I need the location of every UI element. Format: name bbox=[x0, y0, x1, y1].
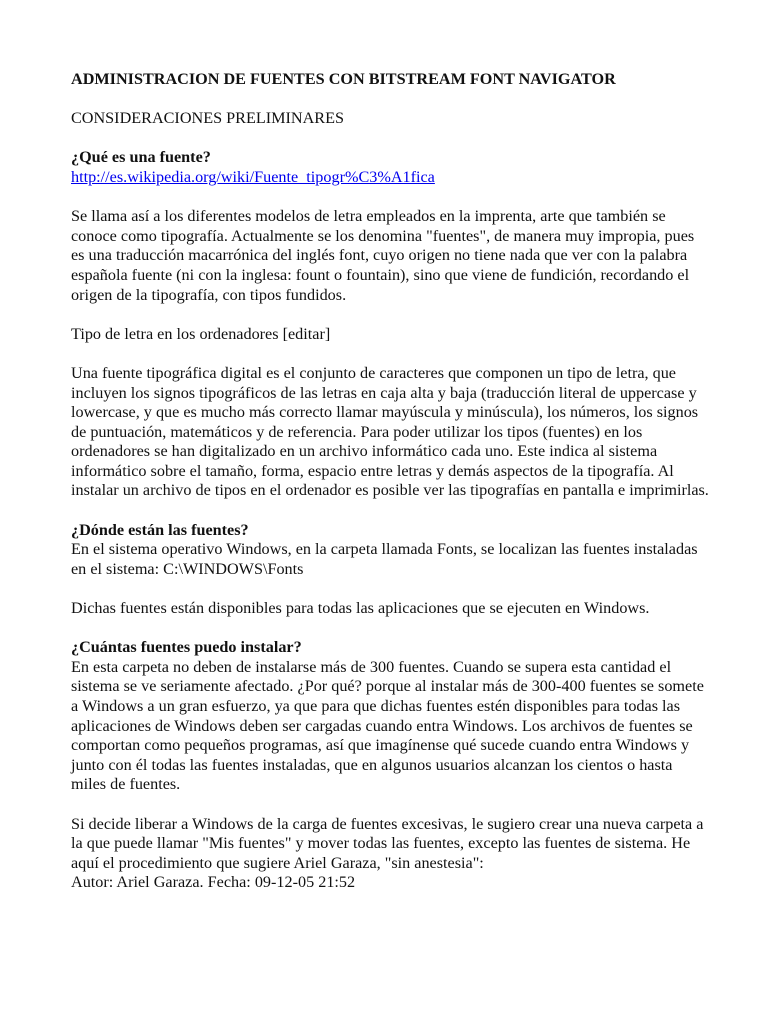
section-heading-preliminary: CONSIDERACIONES PRELIMINARES bbox=[71, 109, 344, 128]
document-body bbox=[71, 70, 711, 913]
question-what-is-font: ¿Qué es una fuente? bbox=[71, 148, 211, 167]
question-block-3 bbox=[71, 638, 711, 795]
question-block-1 bbox=[71, 148, 711, 187]
document-title: ADMINISTRACION DE FUENTES CON BITSTREAM FONT NAVIGATOR bbox=[71, 70, 616, 88]
paragraph-digital-font: Una fuente tipográfica digital es el conjunto de caracteres que componen un tipo de letra, que incluyen los signos tipográficos de las letras en caja alta y baja (traducción literal de uppercase y lowercase, y que es mucho más correcto llamar mayúscula y minúscula), los números, los signos de puntuación, matemáticos y de referencia. Para poder utilizar los tipos (fuentes) en los ordenadores se han digitalizado en un archivo informático cada uno. Este indica al sistema informático sobre el tamaño, forma, espacio entre letras y demás aspectos de la tipografía. Al instalar un archivo de tipos en el ordenador es posible ver las tipografías en pantalla e imprimirlas. bbox=[71, 363, 709, 500]
author-line: Autor: Ariel Garaza. Fecha: 09-12-05 21:52 bbox=[71, 873, 356, 892]
paragraph-definition: Se llama así a los diferentes modelos de letra empleados en la imprenta, arte que también se conoce como tipografía. Actualmente se los denomina "fuentes", de manera muy impropia, pues es una traducción macarrónica del inglés font, cuyo origen no tiene nada que ver con la palabra española fuente (ni con la inglesa: fount o fountain), sino que viene de fundición, recordando el origen de la tipografía, con tipos fundidos. bbox=[71, 207, 695, 304]
paragraph-fonts-location: En el sistema operativo Windows, en la carpeta llamada Fonts, se localizan las fuentes instaladas en el sistema: C:\WINDOWS\Fonts bbox=[71, 540, 698, 578]
question-block-4 bbox=[71, 815, 711, 893]
wikipedia-link[interactable]: http://es.wikipedia.org/wiki/Fuente_tipogr%C3%A1fica bbox=[71, 167, 435, 186]
question-block-2 bbox=[71, 521, 711, 580]
question-how-many: ¿Cuántas fuentes puedo instalar? bbox=[71, 638, 302, 657]
paragraph-free-windows: Si decide liberar a Windows de la carga de fuentes excesivas, le sugiero crear una nueva carpeta a la que puede llamar "Mis fuentes" y mover todas las fuentes, excepto las fuentes de sistema. He aquí el procedimiento que sugiere Ariel Garaza, "sin anestesia": bbox=[71, 814, 704, 872]
section-heading-computers: Tipo de letra en los ordenadores [editar] bbox=[71, 324, 331, 343]
paragraph-fonts-available: Dichas fuentes están disponibles para todas las aplicaciones que se ejecuten en Windows. bbox=[71, 599, 650, 618]
question-where-fonts: ¿Dónde están las fuentes? bbox=[71, 520, 249, 539]
paragraph-font-limit: En esta carpeta no deben de instalarse más de 300 fuentes. Cuando se supera esta cantidad el sistema se ve seriamente afectado. ¿Por qué? porque al instalar más de 300-400 fuentes se somete a Windows a un gran esfuerzo, ya que para que dichas fuentes estén disponibles para todas las aplicaciones de Windows deben ser cargadas cuando entra Windows. Los archivos de fuentes se comportan como pequeños programas, así que imagínense qué sucede cuando entra Windows y junto con él todas las fuentes instaladas, que en algunos usuarios alcanzan los cientos o hasta miles de fuentes. bbox=[71, 657, 704, 794]
